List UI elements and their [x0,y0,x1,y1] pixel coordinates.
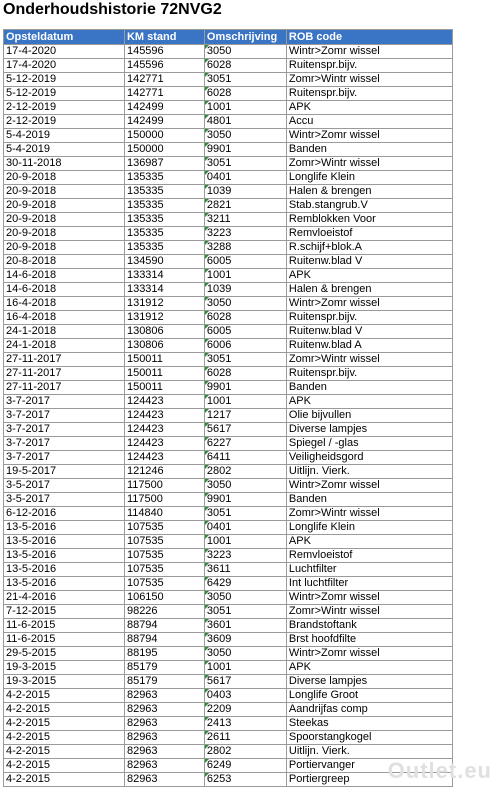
cell-code[interactable]: 6028 [204,311,286,325]
cell-km[interactable]: 136987 [124,157,204,171]
table-row [4,535,453,549]
cell-description[interactable]: Zomr>Wintr wissel [286,157,452,171]
cell-date[interactable]: 4-2-2015 [4,703,125,717]
cell-date[interactable]: 16-4-2018 [4,297,125,311]
cell-km[interactable]: 142499 [124,115,204,129]
cell-date[interactable]: 13-5-2016 [4,563,125,577]
cell-description[interactable]: Ruitenspr.bijv. [286,59,452,73]
cell-km[interactable]: 145596 [124,45,204,59]
cell-km[interactable]: 124423 [124,437,204,451]
cell-description[interactable]: Wintr>Zomr wissel [286,591,452,605]
table-row [4,101,453,115]
cell-date[interactable]: 5-12-2019 [4,73,125,87]
cell-date[interactable]: 19-3-2015 [4,661,125,675]
cell-code[interactable]: 1217 [204,409,286,423]
cell-km[interactable]: 131912 [124,297,204,311]
table-row [4,423,453,437]
cell-code[interactable]: 2802 [204,465,286,479]
table-row [4,759,453,773]
cell-km[interactable]: 133314 [124,269,204,283]
table-row [4,297,453,311]
cell-date[interactable]: 3-7-2017 [4,451,125,465]
cell-date[interactable]: 3-5-2017 [4,479,125,493]
cell-code[interactable]: 3051 [204,73,286,87]
cell-km[interactable]: 88794 [124,633,204,647]
table-row [4,549,453,563]
table-row [4,311,453,325]
cell-km[interactable]: 98226 [124,605,204,619]
cell-code[interactable]: 3050 [204,129,286,143]
cell-date[interactable]: 5-12-2019 [4,87,125,101]
cell-description[interactable]: Remvloeistof [286,227,452,241]
cell-description[interactable]: Longlife Klein [286,171,452,185]
table-row [4,591,453,605]
table-row [4,45,453,59]
cell-date[interactable]: 2-12-2019 [4,115,125,129]
cell-date[interactable]: 3-7-2017 [4,395,125,409]
cell-description[interactable]: APK [286,395,452,409]
cell-description[interactable]: Accu [286,115,452,129]
cell-date[interactable]: 20-9-2018 [4,185,125,199]
column-header-opsteldatum[interactable]: Opsteldatum [4,30,125,45]
cell-date[interactable]: 13-5-2016 [4,535,125,549]
maintenance-history-table [3,29,453,787]
cell-code[interactable]: 1001 [204,535,286,549]
cell-description[interactable]: Stab.stangrub.V [286,199,452,213]
cell-km[interactable]: 114840 [124,507,204,521]
cell-description[interactable]: Uitlijn. Vierk. [286,745,452,759]
cell-code[interactable]: 6028 [204,367,286,381]
cell-code[interactable]: 3611 [204,563,286,577]
cell-code[interactable]: 2802 [204,745,286,759]
cell-km[interactable]: 85179 [124,675,204,689]
cell-date[interactable]: 7-12-2015 [4,605,125,619]
cell-description[interactable]: Wintr>Zomr wissel [286,479,452,493]
cell-date[interactable]: 13-5-2016 [4,521,125,535]
cell-km[interactable]: 142499 [124,101,204,115]
table-row [4,717,453,731]
cell-date[interactable]: 20-9-2018 [4,213,125,227]
cell-km[interactable]: 107535 [124,521,204,535]
cell-code[interactable]: 3223 [204,227,286,241]
cell-date[interactable]: 24-1-2018 [4,325,125,339]
table-row [4,633,453,647]
watermark-logo: Outlet.eu [387,758,492,783]
cell-date[interactable]: 24-1-2018 [4,339,125,353]
cell-description[interactable]: Aandrijfas comp [286,703,452,717]
cell-km[interactable]: 133314 [124,283,204,297]
cell-date[interactable]: 14-6-2018 [4,269,125,283]
cell-km[interactable]: 88794 [124,619,204,633]
cell-km[interactable]: 107535 [124,549,204,563]
cell-code[interactable]: 1039 [204,283,286,297]
cell-code[interactable]: 2209 [204,703,286,717]
cell-description[interactable]: Banden [286,381,452,395]
cell-date[interactable]: 19-3-2015 [4,675,125,689]
cell-description[interactable]: Int luchtfilter [286,577,452,591]
cell-date[interactable]: 13-5-2016 [4,549,125,563]
cell-code[interactable]: 3211 [204,213,286,227]
cell-date[interactable]: 30-11-2018 [4,157,125,171]
cell-date[interactable]: 16-4-2018 [4,311,125,325]
cell-date[interactable]: 29-5-2015 [4,647,125,661]
cell-km[interactable]: 107535 [124,563,204,577]
cell-description[interactable]: Ruitenw.blad V [286,255,452,269]
cell-description[interactable]: Banden [286,493,452,507]
cell-code[interactable]: 6028 [204,59,286,73]
cell-date[interactable]: 13-5-2016 [4,577,125,591]
table-header-row [4,30,453,45]
cell-date[interactable]: 27-11-2017 [4,381,125,395]
cell-description[interactable]: Wintr>Zomr wissel [286,45,452,59]
cell-km[interactable]: 130806 [124,325,204,339]
cell-code[interactable]: 6249 [204,759,286,773]
table-row [4,521,453,535]
cell-description[interactable]: Diverse lampjes [286,423,452,437]
cell-code[interactable]: 3050 [204,479,286,493]
cell-description[interactable]: Zomr>Wintr wissel [286,605,452,619]
cell-code[interactable]: 2821 [204,199,286,213]
cell-description[interactable]: APK [286,661,452,675]
cell-date[interactable]: 6-12-2016 [4,507,125,521]
cell-km[interactable]: 82963 [124,703,204,717]
table-row [4,731,453,745]
cell-km[interactable]: 135335 [124,213,204,227]
cell-date[interactable]: 4-2-2015 [4,731,125,745]
table-row [4,59,453,73]
cell-km[interactable]: 145596 [124,59,204,73]
cell-km[interactable]: 82963 [124,689,204,703]
cell-km[interactable]: 82963 [124,731,204,745]
cell-description[interactable]: Banden [286,143,452,157]
cell-date[interactable]: 4-2-2015 [4,773,125,787]
cell-date[interactable]: 11-6-2015 [4,633,125,647]
table-row [4,283,453,297]
cell-description[interactable]: APK [286,101,452,115]
cell-date[interactable]: 17-4-2020 [4,45,125,59]
cell-km[interactable]: 117500 [124,493,204,507]
cell-date[interactable]: 2-12-2019 [4,101,125,115]
cell-code[interactable]: 3609 [204,633,286,647]
cell-date[interactable]: 20-9-2018 [4,171,125,185]
cell-code[interactable]: 6028 [204,87,286,101]
cell-date[interactable]: 17-4-2020 [4,59,125,73]
column-header-omschrijving[interactable]: Omschrijving [204,30,286,45]
cell-km[interactable]: 117500 [124,479,204,493]
cell-km[interactable]: 82963 [124,717,204,731]
cell-code[interactable]: 6005 [204,325,286,339]
cell-code[interactable]: 1001 [204,395,286,409]
cell-km[interactable]: 150000 [124,143,204,157]
cell-code[interactable]: 6006 [204,339,286,353]
cell-date[interactable]: 20-9-2018 [4,227,125,241]
cell-km[interactable]: 135335 [124,227,204,241]
cell-date[interactable]: 27-11-2017 [4,367,125,381]
cell-km[interactable]: 150000 [124,129,204,143]
cell-code[interactable]: 0401 [204,171,286,185]
table-row [4,661,453,675]
cell-date[interactable]: 5-4-2019 [4,143,125,157]
table-row [4,605,453,619]
table-row [4,185,453,199]
cell-description[interactable]: Brst hoofdfilte [286,633,452,647]
cell-code[interactable]: 4801 [204,115,286,129]
table-row [4,703,453,717]
cell-code[interactable]: 5617 [204,423,286,437]
cell-description[interactable]: Zomr>Wintr wissel [286,73,452,87]
cell-description[interactable]: Diverse lampjes [286,675,452,689]
cell-description[interactable]: Uitlijn. Vierk. [286,465,452,479]
cell-date[interactable]: 3-7-2017 [4,437,125,451]
table-row [4,199,453,213]
cell-date[interactable]: 3-7-2017 [4,423,125,437]
cell-km[interactable]: 150011 [124,367,204,381]
cell-description[interactable]: Ruitenw.blad A [286,339,452,353]
cell-description[interactable]: Ruitenspr.bijv. [286,367,452,381]
cell-description[interactable]: Olie bijvullen [286,409,452,423]
column-header-km-stand[interactable]: KM stand [124,30,204,45]
cell-description[interactable]: Zomr>Wintr wissel [286,507,452,521]
table-row [4,157,453,171]
cell-code[interactable]: 3288 [204,241,286,255]
table-row [4,171,453,185]
cell-code[interactable]: 1001 [204,269,286,283]
table-row [4,773,453,787]
cell-code[interactable]: 3051 [204,353,286,367]
cell-km[interactable]: 124423 [124,395,204,409]
table-row [4,745,453,759]
table-body [4,45,453,787]
cell-code[interactable]: 3051 [204,507,286,521]
table-row [4,493,453,507]
cell-km[interactable]: 130806 [124,339,204,353]
cell-date[interactable]: 4-2-2015 [4,745,125,759]
cell-km[interactable]: 150011 [124,381,204,395]
cell-description[interactable]: Wintr>Zomr wissel [286,647,452,661]
cell-description[interactable]: Portiervanger [286,759,452,773]
cell-date[interactable]: 20-9-2018 [4,241,125,255]
cell-date[interactable]: 21-4-2016 [4,591,125,605]
table-row [4,465,453,479]
cell-code[interactable]: 6227 [204,437,286,451]
table-row [4,129,453,143]
cell-date[interactable]: 5-4-2019 [4,129,125,143]
table-row [4,689,453,703]
cell-description[interactable]: APK [286,535,452,549]
cell-date[interactable]: 3-5-2017 [4,493,125,507]
cell-description[interactable]: Halen & brengen [286,283,452,297]
cell-date[interactable]: 4-2-2015 [4,717,125,731]
cell-description[interactable]: Steekas [286,717,452,731]
column-header-rob-code[interactable]: ROB code [286,30,452,45]
cell-code[interactable]: 3050 [204,45,286,59]
cell-description[interactable]: Halen & brengen [286,185,452,199]
table-row [4,647,453,661]
cell-code[interactable]: 3050 [204,647,286,661]
cell-code[interactable]: 1001 [204,661,286,675]
cell-description[interactable]: R.schijf+blok.A [286,241,452,255]
cell-description[interactable]: Ruitenspr.bijv. [286,311,452,325]
cell-km[interactable]: 82963 [124,745,204,759]
cell-code[interactable]: 9901 [204,493,286,507]
cell-description[interactable]: Remvloeistof [286,549,452,563]
cell-km[interactable]: 124423 [124,423,204,437]
table-row [4,563,453,577]
cell-description[interactable]: Wintr>Zomr wissel [286,297,452,311]
table-row [4,367,453,381]
table-row [4,479,453,493]
cell-date[interactable]: 3-7-2017 [4,409,125,423]
cell-date[interactable]: 20-9-2018 [4,199,125,213]
cell-code[interactable]: 9901 [204,143,286,157]
cell-code[interactable]: 2611 [204,731,286,745]
cell-date[interactable]: 14-6-2018 [4,283,125,297]
cell-date[interactable]: 27-11-2017 [4,353,125,367]
table-row [4,451,453,465]
cell-km[interactable]: 150011 [124,353,204,367]
cell-date[interactable]: 19-5-2017 [4,465,125,479]
table-row [4,675,453,689]
cell-code[interactable]: 5617 [204,675,286,689]
table-row [4,577,453,591]
cell-description[interactable]: Remblokken Voor [286,213,452,227]
cell-code[interactable]: 3051 [204,605,286,619]
cell-code[interactable]: 3050 [204,297,286,311]
cell-km[interactable]: 135335 [124,185,204,199]
cell-code[interactable]: 1039 [204,185,286,199]
cell-description[interactable]: Ruitenspr.bijv. [286,87,452,101]
cell-code[interactable]: 9901 [204,381,286,395]
table-row [4,507,453,521]
table-row [4,73,453,87]
cell-km[interactable]: 88195 [124,647,204,661]
cell-km[interactable]: 142771 [124,73,204,87]
cell-km[interactable]: 82963 [124,773,204,787]
cell-km[interactable]: 107535 [124,535,204,549]
cell-date[interactable]: 4-2-2015 [4,689,125,703]
cell-code[interactable]: 1001 [204,101,286,115]
cell-km[interactable]: 142771 [124,87,204,101]
cell-km[interactable]: 134590 [124,255,204,269]
table-row [4,143,453,157]
cell-description[interactable]: Longlife Groot [286,689,452,703]
table-row [4,227,453,241]
cell-code[interactable]: 6005 [204,255,286,269]
cell-description[interactable]: Longlife Klein [286,521,452,535]
table-row [4,339,453,353]
cell-km[interactable]: 135335 [124,241,204,255]
cell-description[interactable]: Spiegel / -glas [286,437,452,451]
table-row [4,269,453,283]
table-row [4,87,453,101]
cell-km[interactable]: 107535 [124,577,204,591]
cell-description[interactable]: Portiergreep [286,773,452,787]
table-row [4,255,453,269]
page-title: Onderhoudshistorie 72NVG2 [3,1,222,18]
cell-code[interactable]: 0403 [204,689,286,703]
cell-description[interactable]: Luchtfilter [286,563,452,577]
cell-km[interactable]: 135335 [124,171,204,185]
table-row [4,381,453,395]
cell-code[interactable]: 6411 [204,451,286,465]
cell-code[interactable]: 3601 [204,619,286,633]
cell-km[interactable]: 82963 [124,759,204,773]
cell-km[interactable]: 124423 [124,451,204,465]
table-row [4,395,453,409]
table-row [4,437,453,451]
cell-date[interactable]: 4-2-2015 [4,759,125,773]
cell-km[interactable]: 121246 [124,465,204,479]
cell-description[interactable]: Spoorstangkogel [286,731,452,745]
table-row [4,353,453,367]
table-row [4,619,453,633]
cell-code[interactable]: 2413 [204,717,286,731]
table-row [4,213,453,227]
cell-date[interactable]: 20-8-2018 [4,255,125,269]
cell-km[interactable]: 106150 [124,591,204,605]
cell-km[interactable]: 131912 [124,311,204,325]
cell-km[interactable]: 124423 [124,409,204,423]
cell-km[interactable]: 85179 [124,661,204,675]
table-row [4,115,453,129]
cell-km[interactable]: 135335 [124,199,204,213]
cell-code[interactable]: 6253 [204,773,286,787]
cell-code[interactable]: 6429 [204,577,286,591]
cell-description[interactable]: Ruitenw.blad V [286,325,452,339]
cell-code[interactable]: 0401 [204,521,286,535]
cell-description[interactable]: Wintr>Zomr wissel [286,129,452,143]
cell-description[interactable]: APK [286,269,452,283]
table-row [4,241,453,255]
cell-description[interactable]: Brandstoftank [286,619,452,633]
table-row [4,325,453,339]
cell-code[interactable]: 3050 [204,591,286,605]
cell-description[interactable]: Zomr>Wintr wissel [286,353,452,367]
cell-date[interactable]: 11-6-2015 [4,619,125,633]
cell-code[interactable]: 3223 [204,549,286,563]
cell-description[interactable]: Veiligheidsgord [286,451,452,465]
cell-code[interactable]: 3051 [204,157,286,171]
table-row [4,409,453,423]
